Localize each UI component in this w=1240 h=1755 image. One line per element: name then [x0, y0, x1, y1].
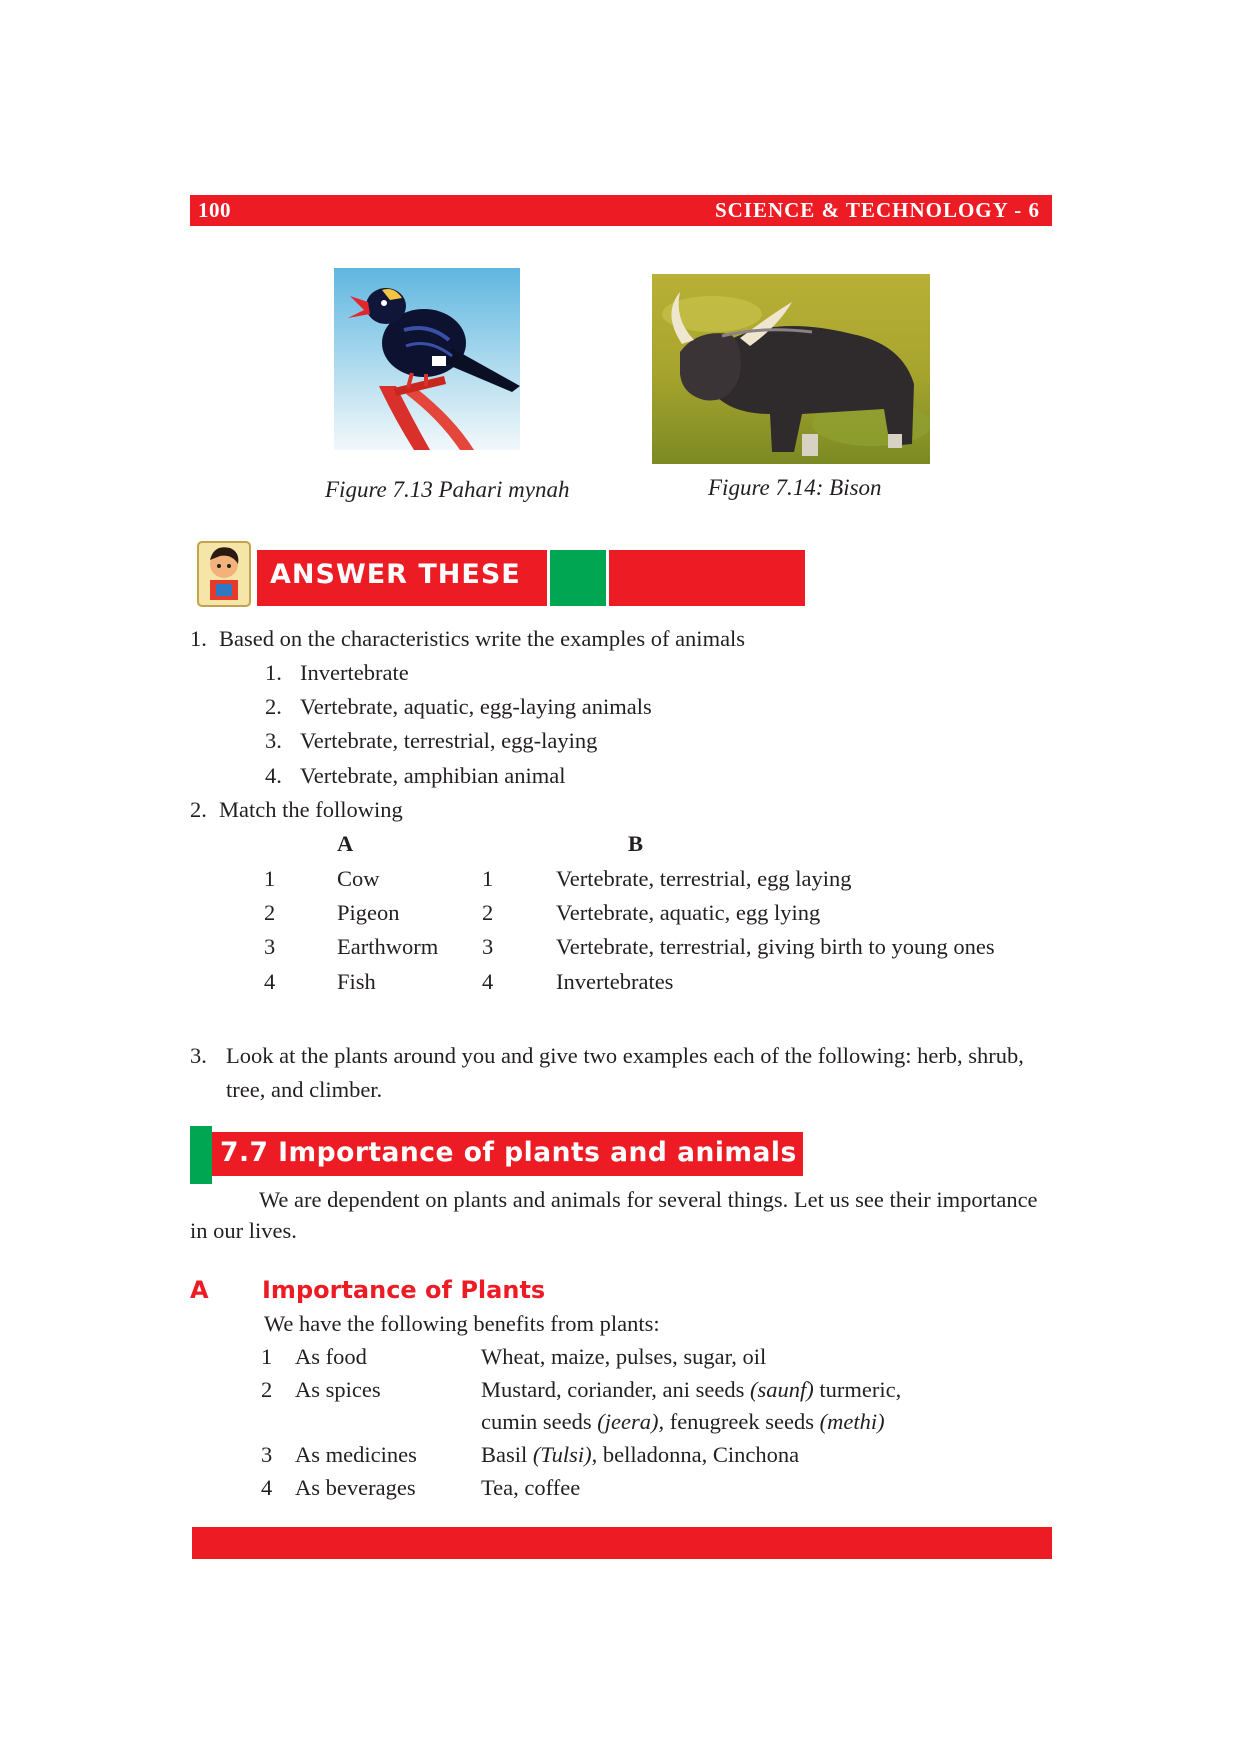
- match-a-number: 4: [264, 969, 276, 994]
- banner-red-block: [609, 550, 805, 606]
- plant-use-number: 2: [261, 1377, 273, 1402]
- section-intro-line1: We are dependent on plants and animals for several things. Let us see their importance: [259, 1187, 1038, 1212]
- q1-item-number: 4.: [265, 763, 282, 788]
- match-b-item: Vertebrate, aquatic, egg lying: [556, 900, 821, 925]
- plant-use-examples: Tea, coffee: [481, 1475, 581, 1500]
- q1-text: Based on the characteristics write the examples of animals: [219, 626, 746, 651]
- q1-item-number: 1.: [265, 660, 282, 685]
- plant-use-examples: Wheat, maize, pulses, sugar, oil: [481, 1344, 767, 1369]
- q3-text-line1: Look at the plants around you and give two examples each of the following: herb, shrub,: [226, 1043, 1024, 1068]
- plant-use-examples: [481, 1377, 901, 1403]
- match-b-number: 4: [482, 969, 494, 994]
- banner-green-block: [550, 550, 606, 606]
- bison-photo-icon: [652, 274, 930, 464]
- figure-caption-mynah: Figure 7.13 Pahari mynah: [325, 477, 570, 502]
- examples-text: cumin seeds: [481, 1409, 598, 1434]
- q2-number: 2.: [190, 797, 207, 822]
- plant-use-number: 3: [261, 1442, 273, 1467]
- match-a-number: 1: [264, 866, 276, 891]
- examples-text: Basil: [481, 1442, 533, 1467]
- bison-photo: [652, 274, 930, 464]
- book-title: SCIENCE & TECHNOLOGY - 6: [714, 198, 1040, 222]
- examples-text: , belladonna, Cinchona: [591, 1442, 800, 1467]
- match-a-item: Fish: [337, 969, 376, 994]
- match-b-number: 2: [482, 900, 494, 925]
- match-column-a-header: A: [337, 831, 354, 856]
- plant-use-examples-cont: [481, 1409, 885, 1435]
- plant-use-label: As medicines: [295, 1442, 417, 1467]
- match-b-number: 1: [482, 866, 494, 891]
- q1-item-text: Vertebrate, aquatic, egg-laying animals: [300, 694, 652, 719]
- q3-text-line2: tree, and climber.: [226, 1077, 383, 1102]
- plant-use-number: 1: [261, 1344, 273, 1369]
- plant-use-number: 4: [261, 1475, 273, 1500]
- match-b-item: Vertebrate, terrestrial, giving birth to young ones: [556, 934, 995, 959]
- match-a-item: Pigeon: [337, 900, 400, 925]
- match-b-item: Vertebrate, terrestrial, egg laying: [556, 866, 852, 891]
- subsection-letter: A: [190, 1276, 209, 1304]
- match-column-b-header: B: [628, 831, 644, 856]
- plant-use-label: As spices: [295, 1377, 381, 1402]
- section-heading-banner: [212, 1132, 803, 1176]
- child-reading-icon: [194, 536, 254, 610]
- examples-local-name: (methi): [819, 1409, 885, 1434]
- examples-text: turmeric,: [813, 1377, 902, 1402]
- answer-these-title: ANSWER THESE: [270, 559, 521, 590]
- examples-text: fenugreek seeds: [664, 1409, 820, 1434]
- page-footer-bar: [192, 1527, 1052, 1559]
- examples-local-name: (Tulsi): [532, 1442, 592, 1467]
- page-header-bar: [190, 195, 1052, 226]
- examples-local-name: (jeera),: [597, 1409, 665, 1434]
- q1-item-text: Invertebrate: [300, 660, 409, 685]
- section-title: 7.7 Importance of plants and animals: [220, 1137, 797, 1168]
- q2-text: Match the following: [219, 797, 403, 822]
- section-green-marker: [190, 1126, 212, 1184]
- section-intro-line2: in our lives.: [190, 1218, 297, 1243]
- examples-text: Mustard, coriander, ani seeds: [481, 1377, 745, 1402]
- examples-local-name: (saunf): [750, 1377, 814, 1402]
- q1-item-number: 3.: [265, 728, 282, 753]
- match-b-item: Invertebrates: [556, 969, 674, 994]
- subsection-title: Importance of Plants: [262, 1276, 546, 1304]
- figure-caption-bison: Figure 7.14: Bison: [708, 475, 882, 500]
- q3-number: 3.: [190, 1043, 207, 1068]
- q1-item-text: Vertebrate, amphibian animal: [300, 763, 566, 788]
- q1-item-text: Vertebrate, terrestrial, egg-laying: [300, 728, 598, 753]
- plant-use-examples: [481, 1442, 799, 1468]
- subsection-intro: We have the following benefits from plants:: [264, 1311, 660, 1336]
- match-a-item: Cow: [337, 866, 380, 891]
- answer-these-banner: [257, 550, 547, 606]
- match-b-number: 3: [482, 934, 494, 959]
- mynah-photo: [334, 268, 520, 450]
- match-a-number: 2: [264, 900, 276, 925]
- mynah-bird-photo-icon: [334, 268, 520, 450]
- match-a-item: Earthworm: [337, 934, 439, 959]
- page-number: 100: [198, 198, 231, 222]
- q1-item-number: 2.: [265, 694, 282, 719]
- match-a-number: 3: [264, 934, 276, 959]
- plant-use-label: As food: [295, 1344, 367, 1369]
- plant-use-label: As beverages: [295, 1475, 416, 1500]
- q1-number: 1.: [190, 626, 207, 651]
